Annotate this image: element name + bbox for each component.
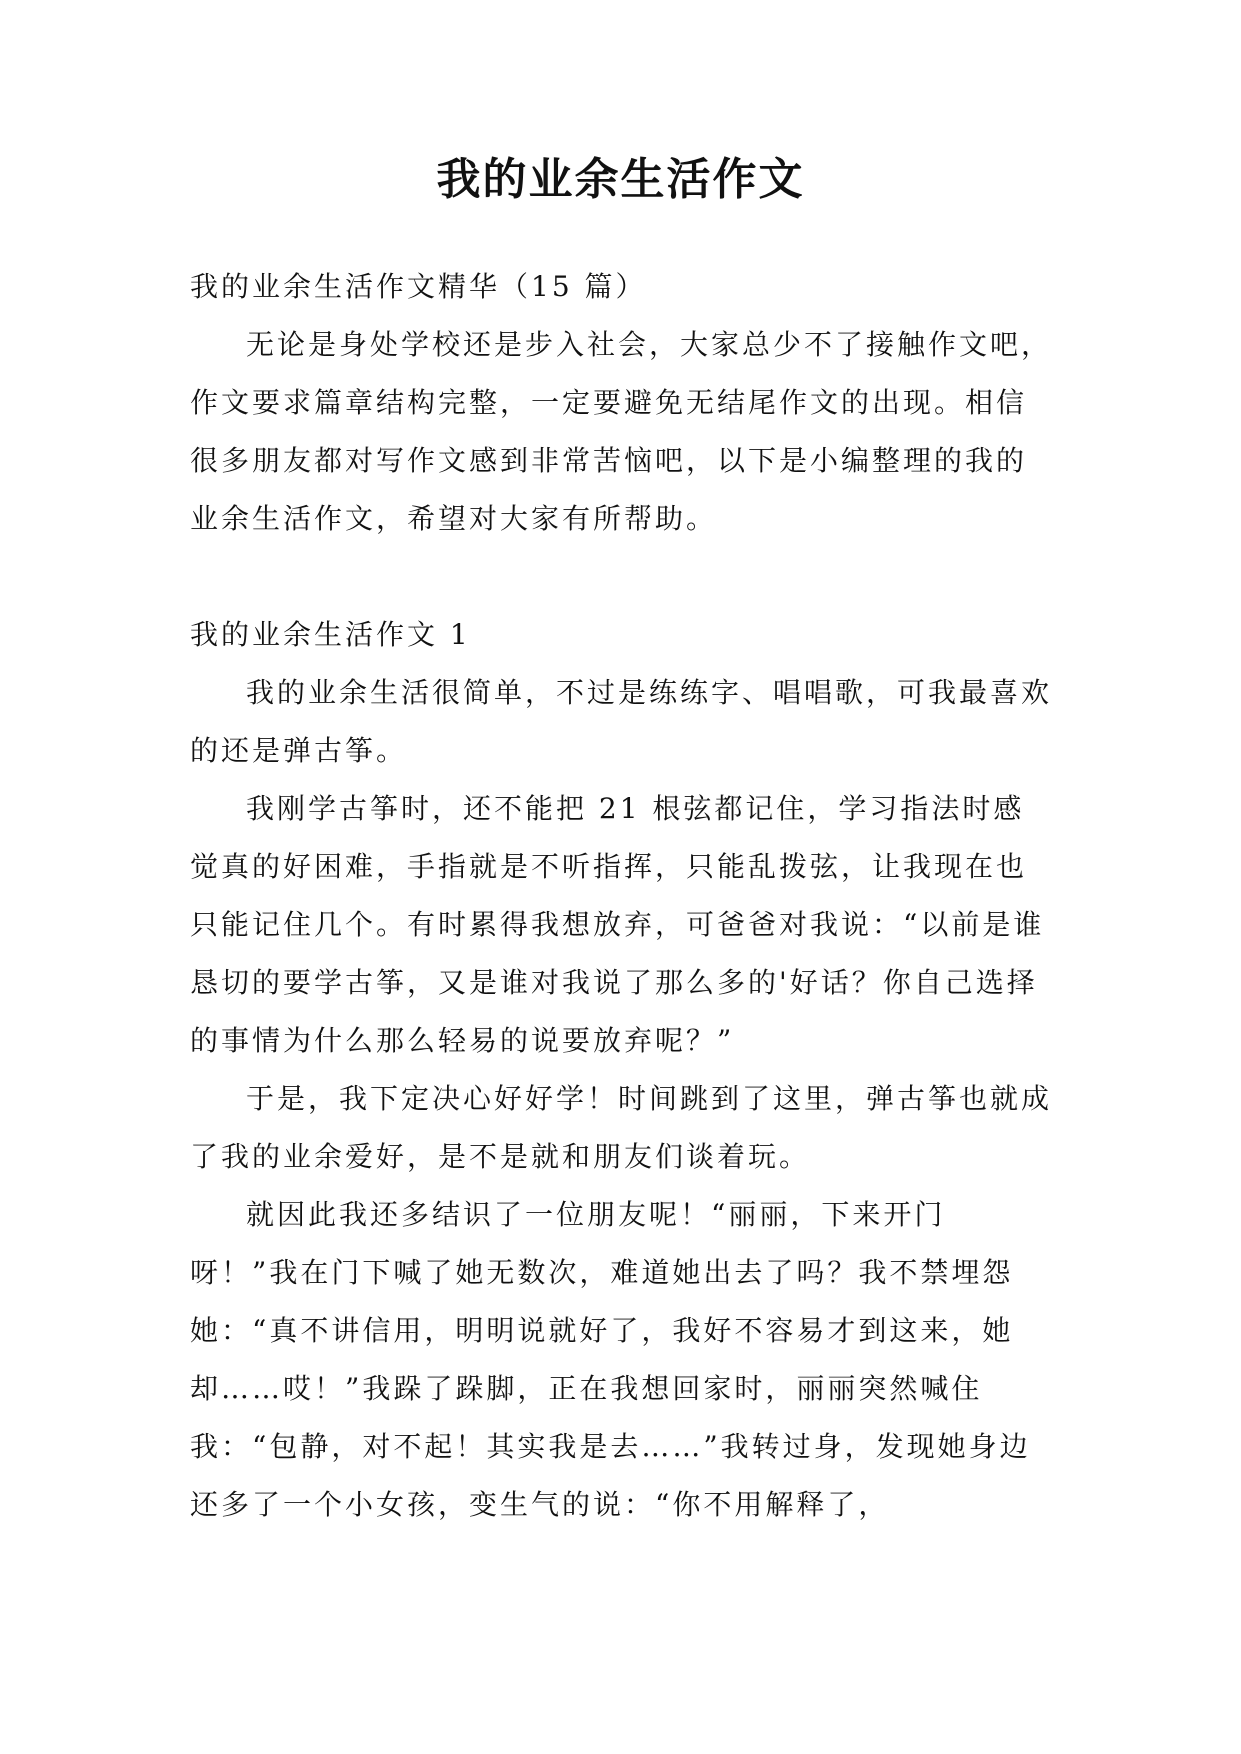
intro-paragraph: 无论是身处学校还是步入社会，大家总少不了接触作文吧，作文要求篇章结构完整，一定要避免无结尾作文的出现。相信很多朋友都对写作文感到非常苦恼吧，以下是小编整理的我的业余生活作文，希望对大家有所帮助。 <box>190 328 1053 535</box>
document-subtitle: 我的业余生活作文精华（15 篇） <box>190 270 647 303</box>
document-title: 我的业余生活作文 <box>436 154 805 205</box>
body-paragraph: 于是，我下定决心好好学！时间跳到了这里，弹古筝也就成了我的业余爱好，是不是就和朋友们谈着玩。 <box>190 1082 1053 1173</box>
section-heading: 我的业余生活作文 1 <box>190 618 471 651</box>
section-spacer <box>190 548 1052 606</box>
body-paragraph: 我刚学古筝时，还不能把 21 根弦都记住，学习指法时感觉真的好困难，手指就是不听指挥，只能乱拨弦，让我现在也只能记住几个。有时累得我想放弃，可爸爸对我说：“以前是谁恳切的要学古筝，又是谁对我说了那么多的'好话？你自己选择的事情为什么那么轻易的说要放弃呢？” <box>190 792 1045 1057</box>
body-paragraph: 就因此我还多结识了一位朋友呢！“丽丽，下来开门呀！”我在门下喊了她无数次，难道她出去了吗？我不禁埋怨她：“真不讲信用，明明说就好了，我好不容易才到这来，她却……哎！”我跺了跺脚，正在我想回家时，丽丽突然喊住我：“包静，对不起！其实我是去……”我转过身，发现她身边还多了一个小女孩，变生气的说：“你不用解释了， <box>190 1198 1031 1521</box>
body-paragraph: 我的业余生活很简单，不过是练练字、唱唱歌，可我最喜欢的还是弹古筝。 <box>190 676 1053 767</box>
document-body <box>190 258 1052 1534</box>
